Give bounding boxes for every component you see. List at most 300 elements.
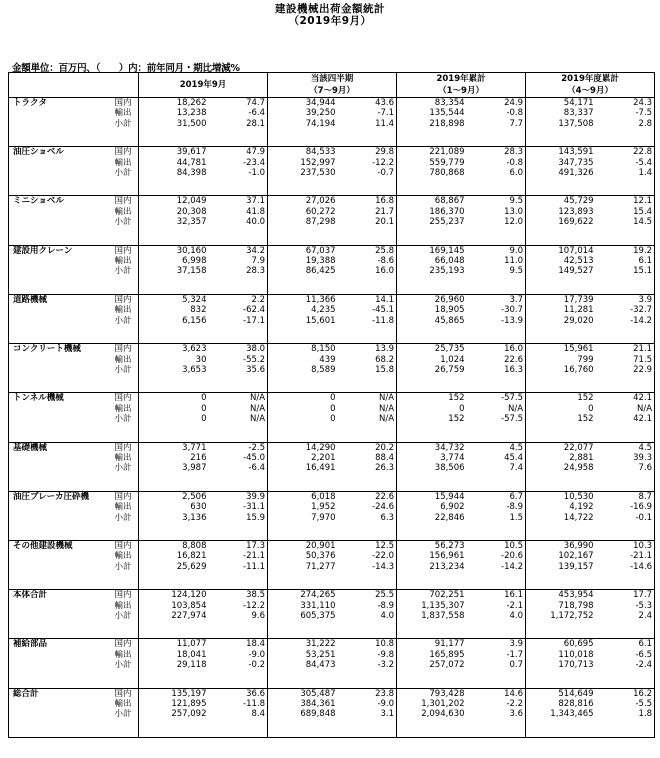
table-row xyxy=(9,491,655,502)
spacer-row xyxy=(9,523,655,541)
table-row xyxy=(9,540,655,551)
change-pct-cell: -62.4 xyxy=(243,305,266,316)
change-pct-cell: 7.7 xyxy=(509,118,524,129)
amount-cell: 8,808 xyxy=(139,540,207,551)
amount-cell: 13,238 xyxy=(139,108,207,118)
change-pct-cell: 6.3 xyxy=(380,512,395,523)
change-pct-cell: 42.1 xyxy=(594,414,655,424)
spacer-row xyxy=(9,474,655,492)
table-row xyxy=(9,294,655,305)
amount-cell: 6,018 xyxy=(268,491,336,502)
change-pct-cell: -21.1 xyxy=(243,551,266,562)
amount-cell: 34,732 xyxy=(397,442,465,453)
change-pct-cell: 45.4 xyxy=(504,452,524,463)
change-pct-cell: 38.5 xyxy=(207,590,268,601)
amount-cell: 439 xyxy=(268,355,336,365)
change-pct-cell: 4.0 xyxy=(509,611,524,621)
row-type-label: 国内 xyxy=(113,147,139,158)
row-type-label: 国内 xyxy=(113,98,139,109)
amount-cell: 0 xyxy=(526,404,594,414)
change-pct-cell: 38.0 xyxy=(207,344,268,355)
amount-cell: 216 xyxy=(139,453,207,463)
header-fiscal-ytd: 2019年度累計 xyxy=(526,73,655,86)
table-row xyxy=(9,119,655,129)
amount-cell: 38,506 xyxy=(397,463,465,473)
table-row xyxy=(9,590,655,601)
change-pct-cell: 8.4 xyxy=(251,709,266,720)
change-pct-cell: -9.8 xyxy=(377,649,395,660)
amount-cell: 799 xyxy=(526,355,594,365)
amount-cell: 102,167 xyxy=(526,551,594,561)
change-pct-cell: N/A xyxy=(378,414,395,425)
change-pct-cell: -5.3 xyxy=(594,601,655,611)
change-pct-cell: N/A xyxy=(207,393,268,404)
change-pct-cell: 21.7 xyxy=(375,206,395,217)
amount-cell: 60,695 xyxy=(526,639,594,650)
change-pct-cell: -7.5 xyxy=(594,108,655,118)
row-type-label: 国内 xyxy=(113,491,139,502)
amount-cell: 66,048 xyxy=(397,256,465,266)
change-pct-cell: -6.4 xyxy=(248,108,266,119)
amount-cell: 491,326 xyxy=(526,168,594,178)
amount-cell: 50,376 xyxy=(268,551,336,561)
table-row xyxy=(9,601,655,611)
row-type-label: 輸出 xyxy=(114,354,132,365)
amount-cell: 169,145 xyxy=(397,245,465,256)
change-pct-cell: -31.1 xyxy=(243,502,266,513)
change-pct-cell: 43.6 xyxy=(336,98,397,109)
change-pct-cell: N/A xyxy=(249,414,266,425)
amount-cell: 12,049 xyxy=(139,196,207,207)
change-pct-cell: 2.2 xyxy=(207,294,268,305)
amount-cell: 83,337 xyxy=(526,108,594,118)
change-pct-cell: 88.4 xyxy=(375,452,395,463)
amount-cell: 793,428 xyxy=(397,688,465,699)
change-pct-cell: 13.9 xyxy=(336,344,397,355)
amount-cell: 103,854 xyxy=(139,601,207,611)
row-type-label: 輸出 xyxy=(114,256,132,267)
amount-cell: 718,798 xyxy=(526,601,594,611)
amount-cell: 149,527 xyxy=(526,266,594,276)
change-pct-cell: 3.9 xyxy=(465,639,526,650)
unit-note: 金額単位：百万円、（ ）内：前年同月・期比増減% xyxy=(12,63,240,74)
change-pct-cell: -23.4 xyxy=(243,157,266,168)
row-type-label: 輸出 xyxy=(114,157,132,168)
amount-cell: 453,954 xyxy=(526,590,594,601)
spacer-row xyxy=(9,228,655,246)
change-pct-cell: 11.0 xyxy=(504,256,524,267)
change-pct-cell: -22.0 xyxy=(372,551,395,562)
amount-cell: 2,094,630 xyxy=(397,709,465,719)
amount-cell: 11,366 xyxy=(268,294,336,305)
amount-cell: 218,898 xyxy=(397,119,465,129)
table-row xyxy=(9,316,655,326)
amount-cell: 0 xyxy=(139,414,207,424)
change-pct-cell: 6.1 xyxy=(594,639,655,650)
change-pct-cell: -11.1 xyxy=(243,561,266,572)
change-pct-cell: 3.9 xyxy=(594,294,655,305)
amount-cell: 2,506 xyxy=(139,491,207,502)
amount-cell: 31,500 xyxy=(139,119,207,129)
change-pct-cell: -0.7 xyxy=(377,168,395,179)
row-type-label: 小計 xyxy=(114,217,132,228)
change-pct-cell: N/A xyxy=(508,403,524,414)
amount-cell: 331,110 xyxy=(268,601,336,611)
category-label: 補給部品 xyxy=(9,639,113,650)
change-pct-cell: 3.6 xyxy=(509,709,524,720)
change-pct-cell: -9.0 xyxy=(248,649,266,660)
change-pct-cell: 9.6 xyxy=(251,611,266,621)
amount-cell: 257,092 xyxy=(139,709,207,719)
amount-cell: 605,375 xyxy=(268,611,336,621)
spacer-row xyxy=(9,621,655,639)
category-label: 総合計 xyxy=(9,688,113,699)
amount-cell: 186,370 xyxy=(397,207,465,217)
amount-cell: 16,491 xyxy=(268,463,336,473)
row-type-label: 小計 xyxy=(114,364,132,375)
change-pct-cell: -14.2 xyxy=(501,561,524,572)
change-pct-cell: 10.8 xyxy=(336,639,397,650)
amount-cell: 24,958 xyxy=(526,463,594,473)
document-title: 建設機械出荷金額統計 xyxy=(275,3,385,15)
change-pct-cell: 12.1 xyxy=(594,196,655,207)
amount-cell: 1,301,202 xyxy=(397,699,465,709)
category-label: 油圧ブレーカ圧砕機 xyxy=(9,491,113,502)
amount-cell: 630 xyxy=(139,502,207,512)
change-pct-cell: -0.2 xyxy=(248,660,266,671)
change-pct-cell: -0.8 xyxy=(506,108,524,119)
row-type-label: 国内 xyxy=(113,294,139,305)
amount-cell: 44,781 xyxy=(139,158,207,168)
amount-cell: 60,272 xyxy=(268,207,336,217)
change-pct-cell: 24.9 xyxy=(465,98,526,109)
table-row xyxy=(9,562,655,572)
change-pct-cell: 6.0 xyxy=(509,168,524,179)
table-row xyxy=(9,305,655,315)
amount-cell: 3,653 xyxy=(139,365,207,375)
change-pct-cell: 29.8 xyxy=(336,147,397,158)
row-type-label: 輸出 xyxy=(114,699,132,710)
amount-cell: 14,722 xyxy=(526,513,594,523)
amount-cell: 152,997 xyxy=(268,158,336,168)
change-pct-cell: -57.5 xyxy=(501,414,524,425)
change-pct-cell: 41.8 xyxy=(246,206,266,217)
table-row xyxy=(9,453,655,463)
row-type-label: 小計 xyxy=(114,266,132,277)
amount-cell: 110,018 xyxy=(526,650,594,660)
table-row xyxy=(9,709,655,719)
table-row xyxy=(9,108,655,118)
amount-cell: 152 xyxy=(526,393,594,404)
row-type-label: 国内 xyxy=(113,688,139,699)
change-pct-cell: -9.0 xyxy=(377,699,395,710)
header-quarter-period: （7～9月） xyxy=(268,85,397,98)
amount-cell: 84,473 xyxy=(268,660,336,670)
change-pct-cell: 14.6 xyxy=(465,688,526,699)
amount-cell: 237,530 xyxy=(268,168,336,178)
header-ytd-period: （1～9月） xyxy=(397,85,526,98)
table-row xyxy=(9,207,655,217)
change-pct-cell: -0.1 xyxy=(594,513,655,523)
change-pct-cell: -14.3 xyxy=(372,561,395,572)
amount-cell: 22,077 xyxy=(526,442,594,453)
amount-cell: 45,865 xyxy=(397,316,465,326)
row-type-label: 輸出 xyxy=(114,206,132,217)
amount-cell: 221,089 xyxy=(397,147,465,158)
change-pct-cell: -13.9 xyxy=(501,315,524,326)
change-pct-cell: 9.5 xyxy=(465,196,526,207)
change-pct-cell: 21.1 xyxy=(594,344,655,355)
amount-cell: 347,735 xyxy=(526,158,594,168)
change-pct-cell: 39.3 xyxy=(594,453,655,463)
change-pct-cell: 8.7 xyxy=(594,491,655,502)
change-pct-cell: 13.0 xyxy=(504,206,524,217)
amount-cell: 780,868 xyxy=(397,168,465,178)
category-label: 基礎機械 xyxy=(9,442,113,453)
amount-cell: 4,192 xyxy=(526,502,594,512)
change-pct-cell: 1.5 xyxy=(509,512,524,523)
amount-cell: 1,172,752 xyxy=(526,611,594,621)
change-pct-cell: 26.3 xyxy=(375,463,395,474)
change-pct-cell: -17.1 xyxy=(243,315,266,326)
spacer-row xyxy=(9,671,655,689)
change-pct-cell: -2.2 xyxy=(506,699,524,710)
change-pct-cell: 47.9 xyxy=(207,147,268,158)
change-pct-cell: 16.2 xyxy=(594,688,655,699)
spacer-row xyxy=(9,178,655,196)
change-pct-cell: 2.4 xyxy=(594,611,655,621)
amount-cell: 8,589 xyxy=(268,365,336,375)
change-pct-cell: 39.9 xyxy=(207,491,268,502)
spacer-row xyxy=(9,129,655,147)
amount-cell: 34,944 xyxy=(268,98,336,109)
change-pct-cell: -21.1 xyxy=(594,551,655,561)
row-type-label: 輸出 xyxy=(114,502,132,513)
row-type-label: 国内 xyxy=(113,540,139,551)
header-fiscal-ytd-period: （4～9月） xyxy=(526,85,655,98)
table-row xyxy=(9,660,655,670)
amount-cell: 29,020 xyxy=(526,316,594,326)
change-pct-cell: 19.2 xyxy=(594,245,655,256)
amount-cell: 15,601 xyxy=(268,316,336,326)
amount-cell: 91,177 xyxy=(397,639,465,650)
amount-cell: 27,026 xyxy=(268,196,336,207)
change-pct-cell: -30.7 xyxy=(501,305,524,316)
header-corner xyxy=(9,73,113,86)
amount-cell: 18,905 xyxy=(397,305,465,315)
category-label: トンネル機械 xyxy=(9,393,113,404)
change-pct-cell: N/A xyxy=(594,404,655,414)
amount-cell: 514,649 xyxy=(526,688,594,699)
change-pct-cell: 3.7 xyxy=(465,294,526,305)
amount-cell: 31,222 xyxy=(268,639,336,650)
change-pct-cell: 9.5 xyxy=(509,266,524,277)
row-type-label: 輸出 xyxy=(114,600,132,611)
table-row xyxy=(9,688,655,699)
change-pct-cell: -32.7 xyxy=(594,305,655,315)
table-row xyxy=(9,168,655,178)
change-pct-cell: 36.6 xyxy=(207,688,268,699)
amount-cell: 2,881 xyxy=(526,453,594,463)
row-type-label: 国内 xyxy=(113,442,139,453)
amount-cell: 0 xyxy=(268,393,336,404)
change-pct-cell: 37.1 xyxy=(207,196,268,207)
category-label: ミニショベル xyxy=(9,196,113,207)
change-pct-cell: 3.1 xyxy=(380,709,395,720)
table-row xyxy=(9,256,655,266)
row-type-label: 小計 xyxy=(114,512,132,523)
table-row xyxy=(9,344,655,355)
change-pct-cell: -12.2 xyxy=(243,600,266,611)
change-pct-cell: -8.9 xyxy=(377,600,395,611)
table-row xyxy=(9,414,655,424)
change-pct-cell: 34.2 xyxy=(207,245,268,256)
row-type-label: 国内 xyxy=(113,590,139,601)
amount-cell: 11,281 xyxy=(526,305,594,315)
table-row xyxy=(9,551,655,561)
header-quarter: 当該四半期 xyxy=(268,73,397,86)
category-label: その他建設機械 xyxy=(9,540,113,551)
amount-cell: 235,193 xyxy=(397,266,465,276)
table-row xyxy=(9,463,655,473)
change-pct-cell: -7.1 xyxy=(377,108,395,119)
change-pct-cell: 7.6 xyxy=(594,463,655,473)
amount-cell: 84,398 xyxy=(139,168,207,178)
amount-cell: 54,171 xyxy=(526,98,594,109)
row-type-label: 小計 xyxy=(114,660,132,671)
amount-cell: 53,251 xyxy=(268,650,336,660)
row-type-label: 小計 xyxy=(114,709,132,720)
change-pct-cell: -6.4 xyxy=(248,463,266,474)
change-pct-cell: N/A xyxy=(249,403,266,414)
change-pct-cell: -3.2 xyxy=(377,660,395,671)
amount-cell: 152 xyxy=(397,393,465,404)
row-type-label: 輸出 xyxy=(114,649,132,660)
table-row xyxy=(9,245,655,256)
change-pct-cell: -12.2 xyxy=(372,157,395,168)
amount-cell: 18,041 xyxy=(139,650,207,660)
amount-cell: 828,816 xyxy=(526,699,594,709)
amount-cell: 1,837,558 xyxy=(397,611,465,621)
amount-cell: 169,622 xyxy=(526,217,594,227)
row-type-label: 国内 xyxy=(113,344,139,355)
change-pct-cell: 15.1 xyxy=(594,266,655,276)
amount-cell: 0 xyxy=(397,404,465,414)
change-pct-cell: 42.1 xyxy=(594,393,655,404)
amount-cell: 274,265 xyxy=(268,590,336,601)
row-type-label: 小計 xyxy=(114,414,132,425)
change-pct-cell: -20.6 xyxy=(501,551,524,562)
amount-cell: 74,194 xyxy=(268,119,336,129)
amount-cell: 6,998 xyxy=(139,256,207,266)
amount-cell: 143,591 xyxy=(526,147,594,158)
amount-cell: 165,895 xyxy=(397,650,465,660)
row-type-label: 輸出 xyxy=(114,403,132,414)
row-type-label: 輸出 xyxy=(114,551,132,562)
row-type-label: 輸出 xyxy=(114,108,132,119)
amount-cell: 0 xyxy=(139,393,207,404)
change-pct-cell: 4.5 xyxy=(465,442,526,453)
change-pct-cell: 74.7 xyxy=(207,98,268,109)
amount-cell: 107,014 xyxy=(526,245,594,256)
amount-cell: 71,277 xyxy=(268,562,336,572)
amount-cell: 45,729 xyxy=(526,196,594,207)
category-label: トラクタ xyxy=(9,98,113,109)
document-subtitle: （2019年9月） xyxy=(288,15,372,27)
change-pct-cell: -0.8 xyxy=(506,157,524,168)
amount-cell: 3,136 xyxy=(139,513,207,523)
table-row xyxy=(9,699,655,709)
amount-cell: 26,960 xyxy=(397,294,465,305)
change-pct-cell: -8.9 xyxy=(506,502,524,513)
change-pct-cell: 7.4 xyxy=(509,463,524,474)
change-pct-cell: 10.3 xyxy=(594,540,655,551)
amount-cell: 832 xyxy=(139,305,207,315)
change-pct-cell: 6.7 xyxy=(465,491,526,502)
change-pct-cell: 9.0 xyxy=(465,245,526,256)
category-label: 道路機械 xyxy=(9,294,113,305)
row-type-label: 小計 xyxy=(114,611,132,621)
amount-cell: 0 xyxy=(268,414,336,424)
table-row xyxy=(9,196,655,207)
amount-cell: 702,251 xyxy=(397,590,465,601)
amount-cell: 227,974 xyxy=(139,611,207,621)
change-pct-cell: -6.5 xyxy=(594,650,655,660)
change-pct-cell: N/A xyxy=(336,393,397,404)
amount-cell: 25,735 xyxy=(397,344,465,355)
change-pct-cell: N/A xyxy=(378,403,395,414)
table-row xyxy=(9,147,655,158)
change-pct-cell: 22.6 xyxy=(504,354,524,365)
amount-cell: 29,118 xyxy=(139,660,207,670)
row-type-label: 小計 xyxy=(114,118,132,129)
change-pct-cell: 68.2 xyxy=(375,354,395,365)
change-pct-cell: 15.9 xyxy=(246,512,266,523)
change-pct-cell: 16.3 xyxy=(504,364,524,375)
change-pct-cell: 28.3 xyxy=(465,147,526,158)
amount-cell: 15,961 xyxy=(526,344,594,355)
change-pct-cell: 12.5 xyxy=(336,540,397,551)
amount-cell: 36,990 xyxy=(526,540,594,551)
amount-cell: 689,848 xyxy=(268,709,336,719)
change-pct-cell: 22.8 xyxy=(594,147,655,158)
category-label: 油圧ショベル xyxy=(9,147,113,158)
change-pct-cell: 28.3 xyxy=(246,266,266,277)
table-row xyxy=(9,365,655,375)
amount-cell: 19,388 xyxy=(268,256,336,266)
change-pct-cell: -5.4 xyxy=(594,158,655,168)
amount-cell: 213,234 xyxy=(397,562,465,572)
change-pct-cell: -2.1 xyxy=(506,600,524,611)
change-pct-cell: 16.8 xyxy=(336,196,397,207)
amount-cell: 37,158 xyxy=(139,266,207,276)
amount-cell: 559,779 xyxy=(397,158,465,168)
change-pct-cell: 1.4 xyxy=(594,168,655,178)
amount-cell: 6,156 xyxy=(139,316,207,326)
change-pct-cell: -55.2 xyxy=(243,354,266,365)
spacer-row xyxy=(9,375,655,393)
amount-cell: 305,487 xyxy=(268,688,336,699)
amount-cell: 139,157 xyxy=(526,562,594,572)
amount-cell: 25,629 xyxy=(139,562,207,572)
amount-cell: 30 xyxy=(139,355,207,365)
table-row xyxy=(9,217,655,227)
spacer-row xyxy=(9,425,655,443)
table-row xyxy=(9,650,655,660)
change-pct-cell: -16.9 xyxy=(594,502,655,512)
change-pct-cell: 16.1 xyxy=(465,590,526,601)
spacer-row xyxy=(9,572,655,590)
